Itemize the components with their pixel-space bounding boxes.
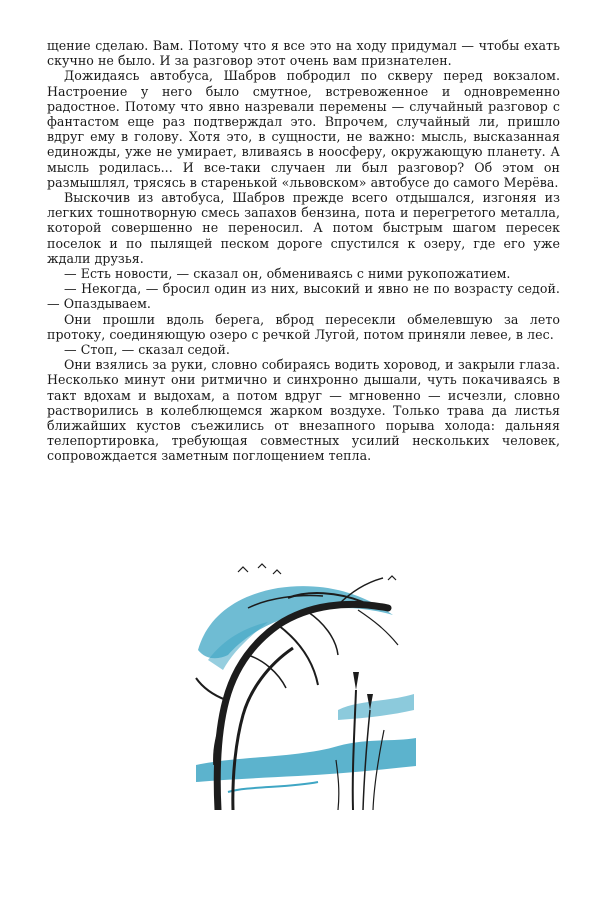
water-wash: [190, 663, 418, 810]
paragraph: Выскочив из автобуса, Шабров прежде всего отдышался, изгоняя из легких тошнотворную смесь запахов бензина, пота и перегретого металла, которой совершенно не переносил. А потом быстрым шагом пересек поселок и по пылящей песком дороге спустился к озеру, где его уже ждали друзья.: [47, 190, 560, 266]
paragraph: Они прошли вдоль берега, вброд пересекли обмелевшую за лето протоку, соединяющую озеро с речкой Лугой, потом приняли левее, в лес.: [47, 311, 560, 342]
tree-canopy: [198, 586, 393, 670]
dialogue-line: — Есть новости, — сказал он, обмениваясь с ними рукопожатием.: [64, 266, 511, 282]
dialogue-line: — Некогда, — бросил один из них, высокий и явно не по возрасту седой. — Опаздываем.: [47, 281, 560, 312]
dialogue-line: — Стоп, — сказал седой.: [64, 342, 230, 358]
story-text: [47, 38, 560, 464]
paragraph: Дожидаясь автобуса, Шабров побродил по скверу перед вокзалом. Настроение у него было смутное, встревоженное и одновременно радостное. Потому что явно назревали перемены — случайный разговор с фантастом еще раз подтверждал это. Впрочем, случайный ли, пришло вдруг ему в голову. Хотя это, в сущности, не важно: мысль, высказанная единожды, уже не умирает, вливаясь в ноосферу, окружающую планету. А мысль родилась... И все-таки случаен ли был разговор? Об этом он размышлял, трясясь в старенькой «львовском» автобусе до самого Мерёва.: [47, 68, 560, 190]
tree-illustration: [188, 560, 420, 810]
paragraph: щение сделаю. Вам. Потому что я все это на ходу придумал — чтобы ехать скучно не было. И за разговор этот очень вам признателен.: [47, 38, 560, 69]
birds: [238, 564, 396, 580]
paragraph: Они взялись за руки, словно собираясь водить хоровод, и закрыли глаза. Несколько минут они ритмично и синхронно дышали, чуть покачиваясь в такт вдохам и выдохам, а потом вдруг — мгновенно — исчезли, словно растворились в колеблющемся жарком воздухе. Только трава да листья ближайших кустов съежились от внезапного порыва холода: дальняя телепортировка, требующая совместных усилий нескольких человек, сопровождается заметным поглощением тепла.: [47, 357, 560, 464]
